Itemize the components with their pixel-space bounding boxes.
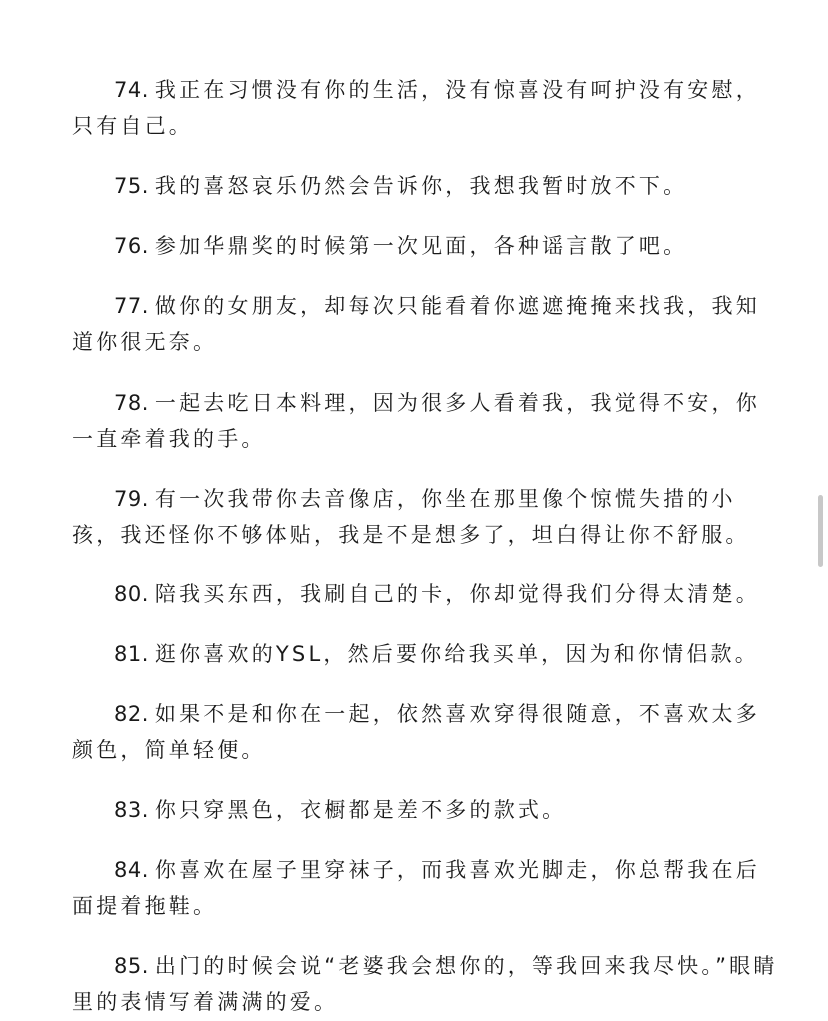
item-text: 我正在习惯没有你的生活，没有惊喜没有呵护没有安慰，只有自己。 bbox=[72, 78, 760, 138]
item-text: 如果不是和你在一起，依然喜欢穿得很随意，不喜欢太多颜色，简单轻便。 bbox=[72, 702, 760, 762]
item-number: 78. bbox=[114, 391, 149, 415]
item-text: 有一次我带你去音像店，你坐在那里像个惊慌失措的小孩，我还怪你不够体贴，我是不是想多了，坦白得让你不舒服。 bbox=[72, 487, 750, 547]
item-number: 83. bbox=[114, 798, 149, 822]
item-number: 81. bbox=[114, 642, 149, 666]
item-text: 你喜欢在屋子里穿袜子，而我喜欢光脚走，你总帮我在后面提着拖鞋。 bbox=[72, 858, 760, 918]
item-number: 76. bbox=[114, 234, 149, 258]
list-item bbox=[72, 852, 784, 924]
list-item bbox=[72, 72, 784, 144]
item-text: 一起去吃日本料理，因为很多人看着我，我觉得不安，你一直牵着我的手。 bbox=[72, 391, 760, 451]
list-item bbox=[72, 168, 784, 204]
list-item bbox=[72, 288, 784, 360]
item-text: 出门的时候会说“老婆我会想你的，等我回来我尽快。”眼睛里的表情写着满满的爱。 bbox=[72, 954, 778, 1014]
list-item bbox=[72, 576, 784, 612]
list-item bbox=[72, 481, 784, 553]
list-item bbox=[72, 792, 784, 828]
item-text: 做你的女朋友，却每次只能看着你遮遮掩掩来找我，我知道你很无奈。 bbox=[72, 294, 760, 354]
item-number: 77. bbox=[114, 294, 149, 318]
list-item bbox=[72, 385, 784, 457]
item-text: 陪我买东西，我刷自己的卡，你却觉得我们分得太清楚。 bbox=[154, 582, 760, 606]
item-text: 你只穿黑色，衣橱都是差不多的款式。 bbox=[154, 798, 567, 822]
list-item bbox=[72, 636, 784, 672]
list-item bbox=[72, 228, 784, 264]
item-number: 84. bbox=[114, 858, 149, 882]
item-number: 85. bbox=[114, 954, 149, 978]
list-item bbox=[72, 696, 784, 768]
scrollbar-thumb[interactable] bbox=[818, 495, 823, 567]
item-number: 82. bbox=[114, 702, 149, 726]
item-number: 79. bbox=[114, 487, 149, 511]
item-number: 74. bbox=[114, 78, 149, 102]
item-text: 逛你喜欢的YSL，然后要你给我买单，因为和你情侣款。 bbox=[154, 642, 759, 666]
item-number: 75. bbox=[114, 174, 149, 198]
item-text: 参加华鼎奖的时候第一次见面，各种谣言散了吧。 bbox=[154, 234, 688, 258]
list-item bbox=[72, 948, 784, 1020]
item-number: 80. bbox=[114, 582, 149, 606]
item-text: 我的喜怒哀乐仍然会告诉你，我想我暂时放不下。 bbox=[154, 174, 688, 198]
